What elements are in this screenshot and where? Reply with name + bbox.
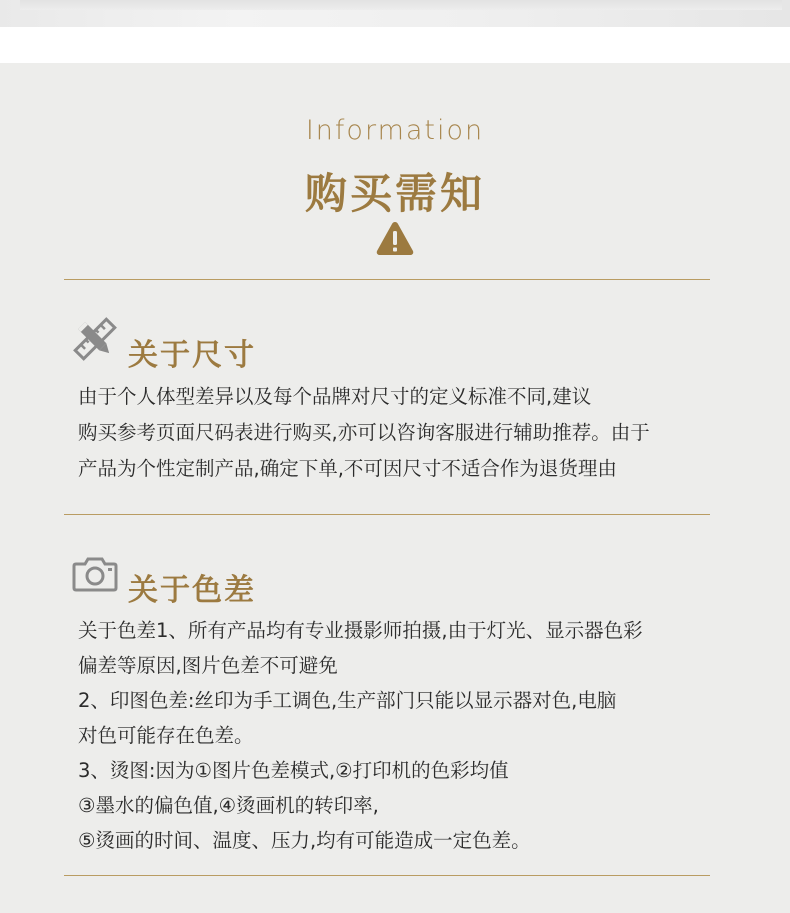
divider-top bbox=[64, 279, 710, 280]
color-line-7: ⑤烫画的时间、温度、压力,均有可能造成一定色差。 bbox=[78, 829, 531, 852]
purchase-notice-panel bbox=[0, 63, 790, 913]
size-section-heading: 关于尺寸 bbox=[128, 338, 256, 373]
color-line-2: 偏差等原因,图片色差不可避免 bbox=[78, 654, 338, 677]
color-line-5: 3、烫图:因为①图片色差模式,②打印机的色彩均值 bbox=[78, 759, 509, 782]
ruler-pencil-icon bbox=[72, 316, 118, 362]
color-line-6: ③墨水的偏色值,④烫画机的转印率, bbox=[78, 794, 379, 817]
color-line-4: 对色可能存在色差。 bbox=[78, 724, 254, 747]
divider-bottom bbox=[64, 875, 710, 876]
color-line-1: 关于色差1、所有产品均有专业摄影师拍摄,由于灯光、显示器色彩 bbox=[78, 619, 643, 642]
size-line-2: 购买参考页面尺码表进行购买,亦可以咨询客服进行辅助推荐。由于 bbox=[78, 421, 650, 444]
color-section-heading: 关于色差 bbox=[128, 573, 256, 608]
top-banner-image bbox=[0, 0, 790, 27]
size-line-3: 产品为个性定制产品,确定下单,不可因尺寸不适合作为退货理由 bbox=[78, 457, 617, 480]
color-line-3: 2、印图色差:丝印为手工调色,生产部门只能以显示器对色,电脑 bbox=[78, 689, 617, 712]
size-line-1: 由于个人体型差异以及每个品牌对尺寸的定义标准不同,建议 bbox=[78, 385, 592, 408]
divider-middle bbox=[64, 514, 710, 515]
page-title: 购买需知 bbox=[304, 169, 485, 218]
camera-icon bbox=[72, 556, 118, 592]
info-subtitle: Information bbox=[305, 115, 485, 146]
warning-icon bbox=[376, 221, 414, 256]
